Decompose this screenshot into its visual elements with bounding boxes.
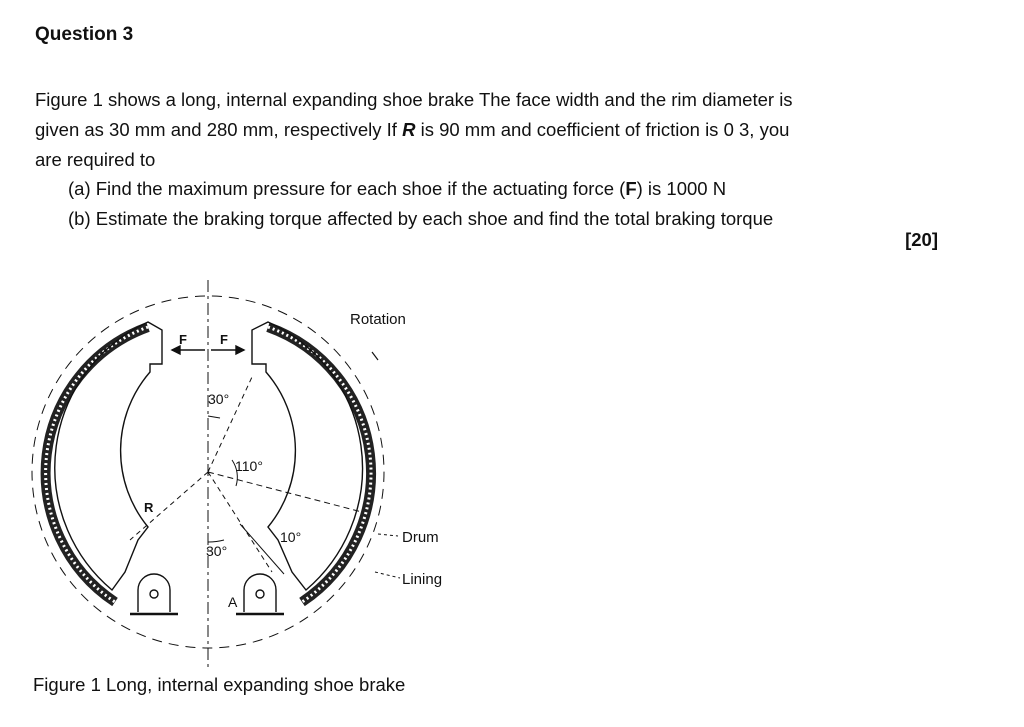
rotation-indicator [372, 352, 378, 360]
intro-line-2 [35, 115, 975, 145]
question-intro [35, 85, 975, 175]
rotation-label: Rotation [350, 311, 406, 328]
left-pin-hole [150, 590, 158, 598]
question-parts [68, 174, 773, 234]
radius-label: R [144, 500, 154, 515]
angle-30-top-mark [208, 416, 220, 418]
question-title: Question 3 [35, 24, 134, 45]
angle-label-top: 30° [208, 391, 230, 407]
right-lining [268, 327, 371, 602]
angle-label-small: 10° [280, 529, 302, 545]
angle-label-bottom: 30° [206, 543, 228, 559]
right-force-arrowhead [236, 346, 244, 354]
line-horizontal-ref [208, 472, 362, 512]
variable-f: F [625, 178, 637, 199]
variable-r: R [402, 119, 416, 140]
point-a-label: A [228, 594, 238, 610]
right-anchor-pin [244, 574, 276, 612]
brake-figure [30, 272, 470, 672]
radius-line [130, 472, 208, 540]
lining-label: Lining [402, 571, 443, 588]
part-a-end: ) is 1000 N [636, 178, 727, 199]
angle-30-bottom-arc [208, 540, 224, 542]
force-label-left: F [179, 332, 187, 347]
angle-label-mid: 110° [235, 458, 263, 474]
left-force-arrowhead [172, 346, 180, 354]
force-label-right: F [220, 332, 228, 347]
right-lining-texture [268, 327, 371, 602]
figure-caption: Figure 1 Long, internal expanding shoe brake [33, 674, 406, 695]
part-a-start: (a) Find the maximum pressure for each shoe if the actuating force ( [68, 178, 626, 199]
intro-line-1: Figure 1 shows a long, internal expanding shoe brake The face width and the rim diameter is [35, 89, 793, 110]
intro-line-3: are required to [35, 149, 156, 170]
intro-line-2-start: given as 30 mm and 280 mm, respectively If [35, 119, 403, 140]
drum-leader [378, 534, 398, 536]
drum-label: Drum [402, 529, 439, 546]
intro-line-2-end: is 90 mm and coefficient of friction is 0 3, you [415, 119, 790, 140]
part-b: (b) Estimate the braking torque affected by each shoe and find the total braking torque [68, 208, 774, 229]
line-10-degree [240, 524, 284, 574]
brake-diagram [30, 272, 470, 672]
right-pin-hole [256, 590, 264, 598]
part-a [68, 174, 773, 204]
left-lining [46, 327, 148, 602]
left-anchor-pin [138, 574, 170, 612]
lining-leader [375, 572, 400, 578]
marks-label: [20] [905, 229, 938, 250]
left-lining-texture [46, 327, 148, 602]
